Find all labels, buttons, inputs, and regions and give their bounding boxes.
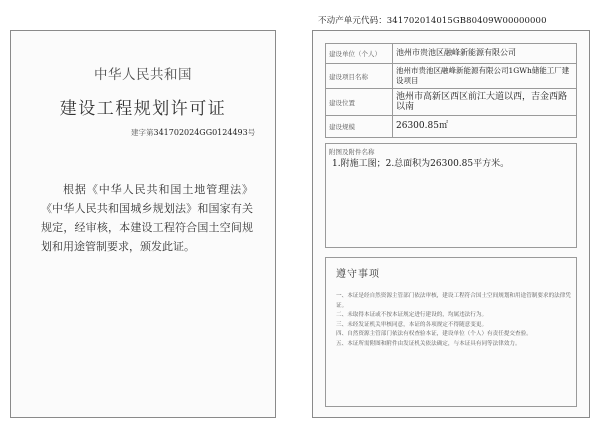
country-name: 中华人民共和国: [94, 67, 192, 83]
construction-scale-label: 建设规模: [326, 116, 393, 138]
project-name-label: 建设项目名称: [326, 64, 393, 89]
certificate-number-prefix: 建字第: [131, 128, 154, 137]
construction-location-label: 建设位置: [326, 89, 393, 116]
notices-title: 遵守事项: [336, 269, 380, 280]
project-name-value: 池州市贵池区融峰新能源有限公司1GWh储能工厂建设项目: [393, 64, 577, 89]
table-row: [326, 44, 577, 64]
certificate-number-suffix: 号: [247, 128, 256, 137]
property-unit-code: 不动产单元代码：341702014015GB80409W00000000: [318, 16, 547, 26]
notice-item: 二、未取得本证或不按本证规定进行建设的，均属违法行为。: [336, 312, 488, 318]
construction-unit-label: 建设单位（个人）: [326, 44, 393, 64]
notices-list: [336, 292, 572, 349]
table-row: [326, 89, 577, 116]
construction-unit-value: 池州市贵池区融峰新能源有限公司: [393, 44, 577, 64]
notice-item: 一、本证是经自然资源主管部门依法审核，建设工程符合国土空间规划和用途管制要求的法律凭证。: [336, 293, 571, 309]
construction-scale-value: 26300.85㎡: [393, 116, 577, 138]
certificate-details-panel: [312, 30, 590, 418]
certificate-title: 建设工程规划许可证: [59, 99, 227, 119]
construction-location-value: 池州市高新区西区前江大道以西，吉金西路以南: [393, 89, 577, 116]
table-row: [326, 64, 577, 89]
attachments-text: 1.附施工图；2.总面积为26300.85平方米。: [332, 159, 510, 169]
certificate-number-value: 341702024GG0124493: [153, 128, 248, 137]
certificate-number: [131, 127, 255, 138]
certificate-cover-panel: [10, 30, 276, 418]
attachments-label: 附图及附件名称: [329, 148, 375, 156]
notice-item: 四、自然资源主管部门依法有权查验本证，建设单位（个人）有责任提交查验。: [336, 331, 532, 337]
notice-item: 五、本证所需附图和附件由发证机关依法确定，与本证具有同等法律效力。: [336, 340, 521, 347]
table-row: [326, 116, 577, 138]
legal-basis-text: 根据《中华人民共和国土地管理法》《中华人民共和国城乡规划法》和国家有关规定，经审核，本建设工程符合国土空间规划和用途管制要求，颁发此证。: [41, 183, 253, 253]
attachments-box: [325, 143, 577, 248]
notice-item: 三、未经发证机关审核同意，本证的各项规定不得随意变更。: [336, 321, 488, 328]
notices-box: [325, 257, 577, 407]
project-info-table: [325, 43, 577, 138]
